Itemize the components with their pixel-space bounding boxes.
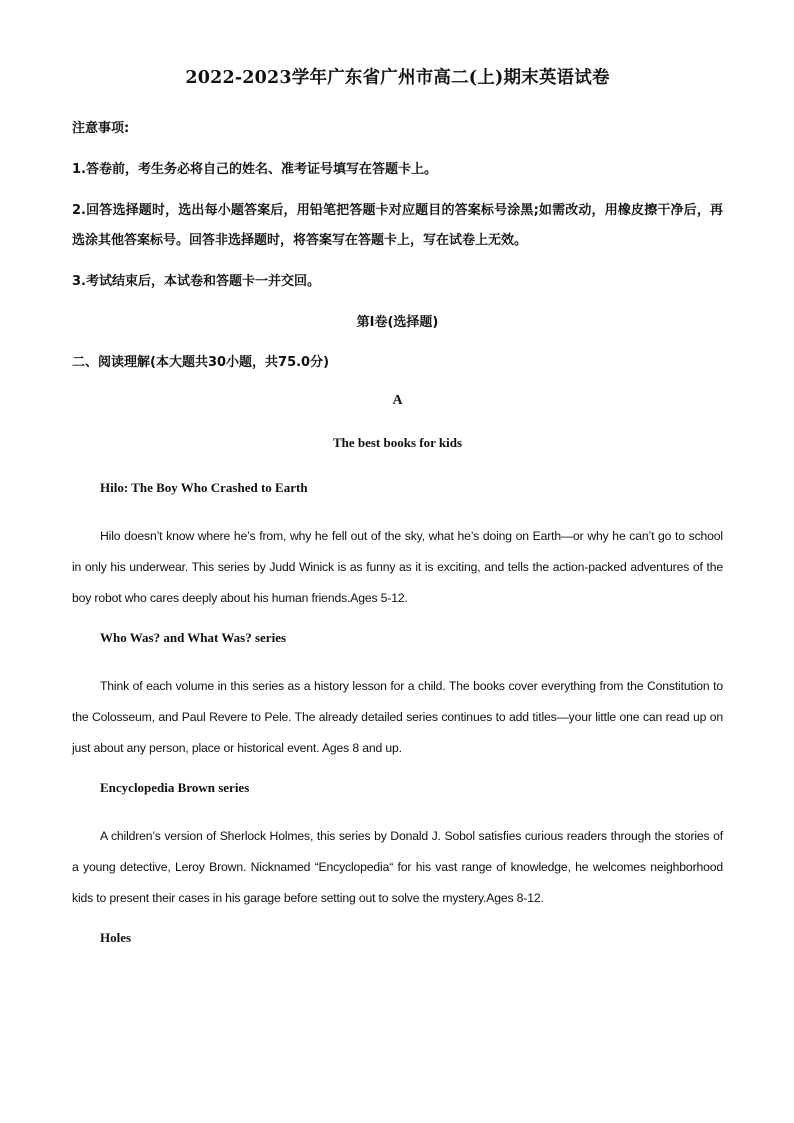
entry-text-who-was: Think of each volume in this series as a history lesson for a child. The books cover everything from the Constitution to the Colosseum, and Paul Revere to Pele. The already detailed series continues to add titles—your little one can read up on just about any person, place or historical event. Ages 8 and up.	[72, 679, 723, 755]
entry-heading-encyclopedia-brown: Encyclopedia Brown series	[100, 780, 250, 795]
passage-title: The best books for kids	[332, 435, 463, 450]
exam-page	[72, 64, 723, 971]
notes-item-1: 1.答卷前，考生务必将自己的姓名、准考证号填写在答题卡上。	[72, 162, 437, 177]
entry-heading-who-was: Who Was? and What Was? series	[100, 630, 287, 645]
document-title: 2022-2023学年广东省广州市高二(上)期末英语试卷	[185, 68, 610, 88]
entry-text-hilo: Hilo doesn’t know where he’s from, why he fell out of the sky, what he’s doing on Earth—or why he can’t go to school in only his underwear. This series by Judd Winick is as funny as it is exciting, and tells the action-packed adventures of the boy robot who cares deeply about his human friends.Ages 5-12.	[72, 529, 723, 605]
entry-heading-hilo: Hilo: The Boy Who Crashed to Earth	[100, 480, 308, 495]
passage-letter: A	[392, 393, 403, 408]
notes-item-3: 3.考试结束后，本试卷和答题卡一并交回。	[72, 274, 320, 289]
part-title: 第I卷(选择题)	[356, 315, 439, 330]
notes-heading: 注意事项:	[72, 121, 130, 136]
entry-heading-holes: Holes	[100, 930, 132, 945]
section-title: 二、阅读理解(本大题共30小题，共75.0分)	[72, 355, 330, 370]
notes-item-2: 2.回答选择题时，选出每小题答案后，用铅笔把答题卡对应题目的答案标号涂黑;如需改动，用橡皮擦干净后，再选涂其他答案标号。回答非选择题时，将答案写在答题卡上，写在试卷上无效。	[72, 203, 723, 248]
entry-text-encyclopedia-brown: A children’s version of Sherlock Holmes, this series by Donald J. Sobol satisfies curious readers through the stories of a young detective, Leroy Brown. Nicknamed “Encyclopedia“ for his vast range of knowledge, he welcomes neighborhood kids to present their cases in his garage before setting out to solve the mystery.Ages 8-12.	[72, 829, 723, 905]
